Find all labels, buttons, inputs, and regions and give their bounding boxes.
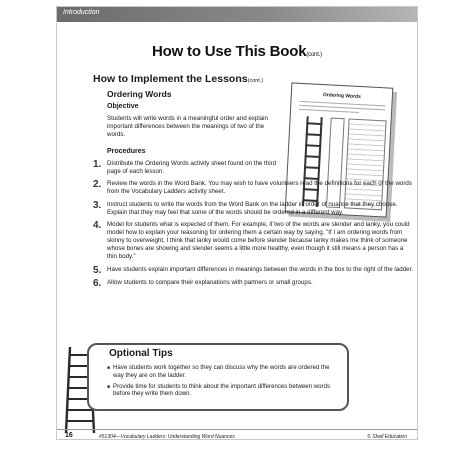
tip-text: Have students work together so they can discuss why the words are ordered the way they are on the ladder.: [113, 364, 330, 379]
procedures-heading: Procedures: [107, 148, 146, 155]
header-band: [57, 7, 417, 22]
bullet-icon: ■: [107, 365, 111, 371]
procedure-step: [93, 279, 413, 288]
page-title-text: How to Use This Book: [152, 43, 307, 60]
ladder-rung: [305, 144, 321, 147]
tip-item: [107, 383, 339, 399]
page-title-cont: (cont.): [306, 52, 322, 58]
procedure-step: [93, 266, 413, 275]
section-heading-text: How to Implement the Lessons: [93, 73, 248, 85]
procedure-step: [93, 221, 413, 261]
footer-publisher: © Shell Education: [367, 434, 407, 440]
procedure-step: [93, 160, 413, 176]
step-number: 3.: [93, 199, 102, 211]
step-text: Have students explain important differences in meanings between the words in the box to the right of the ladder.: [107, 265, 414, 273]
objective-text: Students will write words in a meaningful order and explain important differences between the meanings of two of the words.: [107, 115, 268, 138]
step-text: Distribute the Ordering Words activity sheet found on the third page of each lesson.: [107, 160, 277, 175]
thumbnail-rule: [299, 109, 359, 113]
ladder-rung: [306, 133, 322, 136]
footer-book-title: #51304—Vocabulary Ladders: Understanding Word Nuances: [99, 434, 235, 440]
ladder-rung: [305, 155, 321, 158]
step-number: 2.: [93, 179, 102, 191]
tip-item: [107, 364, 339, 380]
procedure-step: [93, 180, 413, 196]
section-label: Introduction: [63, 9, 100, 16]
activity-heading: Ordering Words: [107, 89, 172, 99]
step-number: 6.: [93, 277, 102, 289]
step-text: Review the words in the Word Bank. You may wish to have volunteers read the definitions for each of the words from the Vocabulary Ladders activity sheet.: [107, 180, 412, 196]
section-heading-cont: (cont.): [247, 78, 264, 84]
step-text: Model for students what is expected of them. For example, if two of the words are slender and lanky, you could model how to explain your reasoning for ordering them a certain way by saying, "If I am ordering words from skinny to overweight, I think that lanky would come before slender because lanky makes me think of someone whose bones are showing and slender seems a little more healthy, even though it still means a person has a thin body.": [107, 221, 410, 261]
step-text: Instruct students to write the words from the Word Bank on the ladder in order of nuance that they choose. Explain that they may feel that some of the words should be ordered in a different way.: [107, 200, 398, 216]
bullet-icon: ■: [107, 383, 111, 390]
page-title: [57, 43, 417, 60]
ladder-rung: [306, 122, 322, 125]
step-number: 5.: [93, 264, 102, 276]
procedure-step: [93, 201, 413, 217]
book-page: [56, 6, 418, 440]
tip-text: Provide time for students to think about the important differences between words before they write them down.: [113, 382, 331, 398]
procedure-steps: [93, 160, 413, 292]
step-text: Allow students to compare their explanations with partners or small groups.: [107, 278, 313, 286]
section-heading: [93, 73, 263, 85]
optional-tips-list: [107, 364, 339, 401]
optional-tips-heading: Optional Tips: [109, 348, 173, 359]
step-number: 4.: [93, 220, 102, 232]
thumbnail-title: Ordering Words: [322, 92, 361, 101]
page-number: 16: [65, 432, 73, 439]
objective-heading: Objective: [107, 103, 139, 110]
footer-divider: [57, 429, 417, 430]
step-number: 1.: [93, 159, 102, 170]
